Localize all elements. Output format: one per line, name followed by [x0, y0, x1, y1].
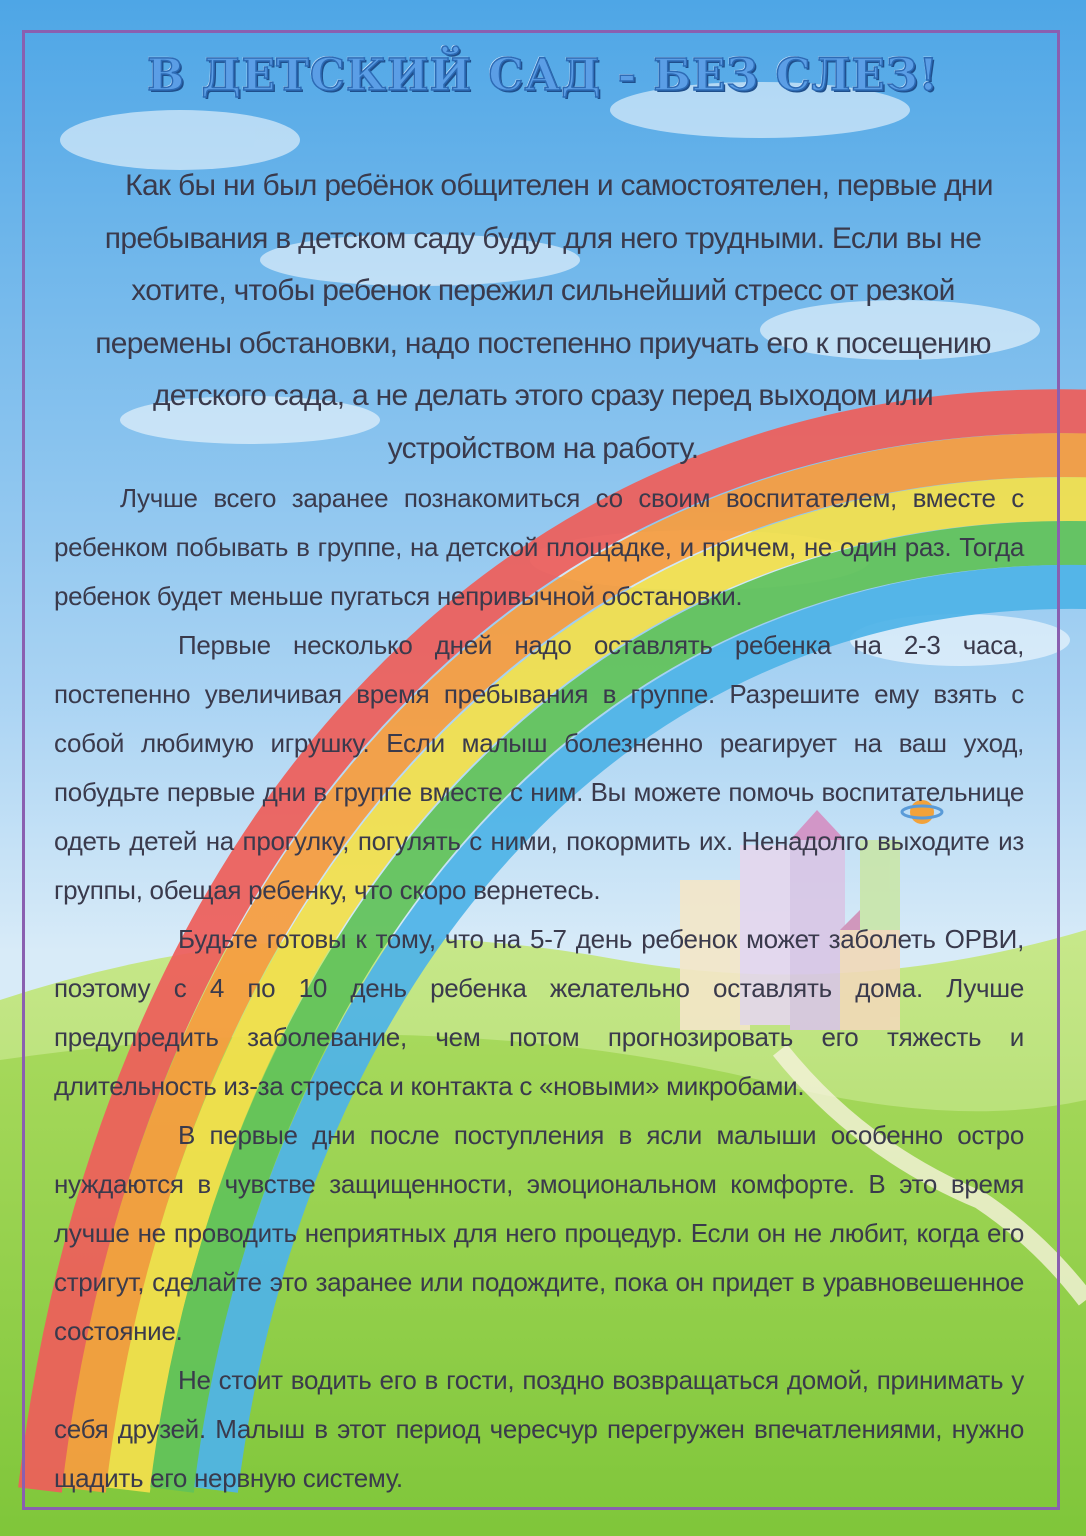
intro-text: Как бы ни был ребёнок общителен и самостоятелен, первые дни пребывания в детском саду будут для него трудными. Если вы не хотите, чтобы ребенок пережил сильнейший стресс от резкой перемены обстановки, надо постепенно приучать его к посещению детского сада, а не делать этого сразу перед выходом или устройством на работу. — [95, 169, 993, 465]
intro-paragraph — [80, 160, 1006, 475]
page-title: В ДЕТСКИЙ САД - БЕЗ СЛЕЗ! — [147, 50, 939, 101]
paragraph: Первые несколько дней надо оставлять ребенка на 2-3 часа, постепенно увеличивая время пребывания в группе. Разрешите ему взять с собой любимую игрушку. Если малыш болезненно реагирует на ваш уход, побудьте первые дни в группе вместе с ним. Вы можете помочь воспитательнице одеть детей на прогулку, погулять с ними, покормить их. Ненадолго выходите из группы, обещая ребенку, что скоро вернетесь. — [54, 630, 1024, 905]
paragraph: В первые дни после поступления в ясли малыши особенно остро нуждаются в чувстве защищенности, эмоциональном комфорте. В это время лучше не проводить неприятных для него процедур. Если он не любит, когда его стригут, сделайте это заранее или подождите, пока он придет в уравновешенное состояние. — [54, 1120, 1024, 1346]
paragraph: Не стоит водить его в гости, поздно возвращаться домой, принимать у себя друзей. Малыш в этот период чересчур перегружен впечатлениями, нужно щадить его нервную систему. — [54, 1365, 1024, 1493]
paragraph: Будьте готовы к тому, что на 5-7 день ребенок может заболеть ОРВИ, поэтому с 4 по 10 день ребенка желательно оставлять дома. Лучше предупредить заболевание, чем потом прогнозировать его тяжесть и длительность из-за стресса и контакта с «новыми» микробами. — [54, 924, 1024, 1101]
paragraph: Лучше всего заранее познакомиться со своим воспитателем, вместе с ребенком побывать в группе, на детской площадке, и причем, не один раз. Тогда ребенок будет меньше пугаться непривычной обстановки. — [54, 483, 1024, 611]
article-body — [54, 474, 1024, 1503]
